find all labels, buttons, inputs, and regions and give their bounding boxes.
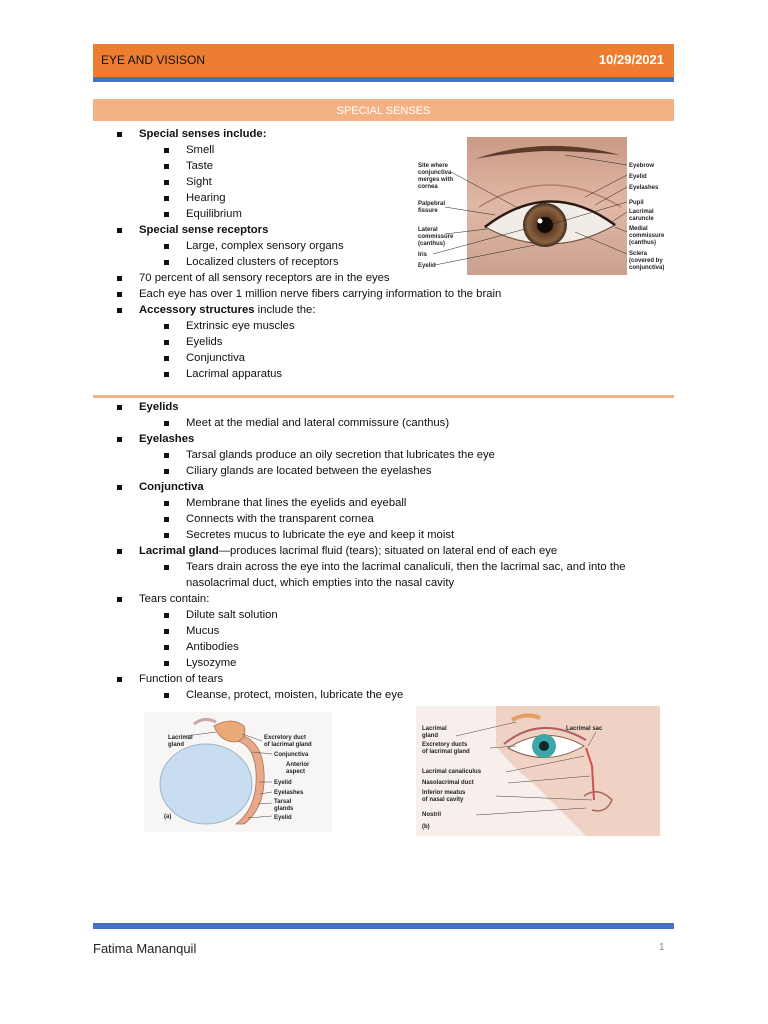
eye-figure-right-labels	[629, 163, 665, 271]
svg-text:(b): (b)	[422, 824, 430, 830]
svg-text:aspect: aspect	[286, 769, 306, 775]
author-name: Fatima Mananquil	[93, 941, 197, 956]
bullet-text: Localized clusters of receptors	[186, 256, 339, 268]
bullet-text: Tarsal glands produce an oily secretion that lubricates the eye	[186, 449, 495, 461]
bullet-text: Extrinsic eye muscles	[186, 320, 295, 332]
sub-bullet-item	[186, 465, 432, 478]
bullet-marker	[164, 469, 169, 474]
bullet-marker	[117, 292, 122, 297]
sub-bullet-item	[186, 240, 344, 253]
bullet-item	[139, 673, 223, 686]
bullet-marker	[164, 501, 169, 506]
bullet-text: Tears drain across the eye into the lacrimal canaliculi, then the lacrimal sac, and into the	[186, 561, 626, 573]
bullet-text: Special sense receptors	[139, 224, 269, 236]
bullet-marker	[117, 437, 122, 442]
svg-text:Lacrimal: Lacrimal	[629, 209, 654, 215]
svg-text:of lacrimal gland: of lacrimal gland	[264, 742, 312, 748]
header-bar	[93, 44, 674, 77]
svg-text:Conjunctiva: Conjunctiva	[274, 752, 309, 758]
bullet-marker	[164, 372, 169, 377]
svg-text:caruncle: caruncle	[629, 216, 654, 222]
bullet-marker	[117, 308, 122, 313]
bullet-text: Lacrimal apparatus	[186, 368, 283, 380]
svg-text:Medial: Medial	[629, 226, 648, 232]
bullet-text: Conjunctiva	[186, 352, 246, 364]
bullet-marker	[164, 340, 169, 345]
svg-text:cornea: cornea	[418, 184, 438, 190]
svg-text:Lateral: Lateral	[418, 227, 438, 233]
svg-text:Site where: Site where	[418, 163, 449, 169]
svg-text:(a): (a)	[164, 814, 172, 820]
bullet-text: Eyelashes	[139, 433, 195, 445]
sub-bullet-item	[186, 160, 213, 173]
bullet-text: Dilute salt solution	[186, 609, 278, 621]
bullet-item	[139, 224, 268, 237]
footer-rule	[93, 923, 674, 929]
svg-text:Excretory duct: Excretory duct	[264, 735, 307, 741]
header-rule	[93, 77, 674, 82]
sub-bullet-item	[186, 368, 282, 381]
bullet-item	[139, 545, 557, 558]
bullet-text: Special senses include:	[139, 128, 267, 140]
bullet-text: Meet at the medial and lateral commissure (canthus)	[186, 417, 450, 429]
svg-text:Nostril: Nostril	[422, 812, 442, 818]
bullet-text: Membrane that lines the eyelids and eyeball	[186, 497, 407, 509]
svg-text:Lacrimal sac: Lacrimal sac	[566, 726, 603, 732]
svg-text:Inferior meatus: Inferior meatus	[422, 790, 466, 796]
bullet-marker	[164, 421, 169, 426]
bullet-marker	[164, 629, 169, 634]
sub-bullet-item	[186, 577, 454, 590]
svg-text:(covered by: (covered by	[629, 258, 663, 264]
svg-text:glands: glands	[274, 806, 294, 812]
bullet-text: Equilibrium	[186, 208, 242, 220]
svg-text:Anterior: Anterior	[286, 762, 310, 768]
sub-bullet-item	[186, 561, 626, 574]
sub-bullet-item	[186, 625, 219, 638]
section-divider	[93, 395, 674, 398]
svg-text:Sclera: Sclera	[629, 251, 648, 257]
svg-text:Nasolacrimal duct: Nasolacrimal duct	[422, 780, 474, 786]
bullet-marker	[164, 180, 169, 185]
sub-bullet-item	[186, 689, 403, 702]
bullet-marker	[164, 148, 169, 153]
bullet-marker	[117, 132, 122, 137]
sub-bullet-item	[186, 352, 245, 365]
sub-bullet-item	[186, 256, 339, 269]
lacrimal-apparatus-frontal-illustration	[416, 706, 660, 836]
bullet-text: Taste	[186, 160, 214, 172]
sub-bullet-item	[186, 497, 406, 510]
svg-text:Eyelid: Eyelid	[629, 174, 647, 180]
svg-text:Lacrimal: Lacrimal	[168, 735, 193, 741]
sub-bullet-item	[186, 320, 295, 333]
svg-text:(canthus): (canthus)	[418, 241, 445, 247]
svg-text:Excretory ducts: Excretory ducts	[422, 742, 468, 748]
section-title: SPECIAL SENSES	[336, 105, 431, 117]
svg-text:commissure: commissure	[629, 233, 665, 239]
svg-text:of lacrimal gland: of lacrimal gland	[422, 749, 470, 755]
bullet-item	[139, 288, 501, 301]
lacrimal-gland-side-illustration	[144, 712, 332, 832]
eye-anatomy-illustration	[415, 137, 675, 275]
bullet-marker	[164, 517, 169, 522]
svg-text:Eyelashes: Eyelashes	[274, 790, 304, 796]
bullet-text: Lacrimal gland	[139, 545, 219, 557]
svg-text:Eyelid: Eyelid	[274, 780, 292, 786]
bullet-text: Cleanse, protect, moisten, lubricate the eye	[186, 689, 404, 701]
bullet-marker	[164, 260, 169, 265]
lacrimal-gland-figure-b	[416, 706, 660, 836]
page-number: 1	[659, 942, 665, 953]
bullet-text: —produces lacrimal fluid (tears); situated on lateral end of each eye	[218, 545, 558, 557]
bullet-text: Each eye has over 1 million nerve fibers carrying information to the brain	[139, 288, 502, 300]
svg-text:Eyelid: Eyelid	[418, 263, 436, 269]
sub-bullet-item	[186, 144, 214, 157]
bullet-text: Sight	[186, 176, 212, 188]
bullet-text: Mucus	[186, 625, 220, 637]
svg-text:Pupil: Pupil	[629, 200, 644, 206]
bullet-text: Accessory structures	[139, 304, 255, 316]
bullet-item	[139, 272, 390, 285]
bullet-marker	[117, 276, 122, 281]
bullet-text: Lysozyme	[186, 657, 237, 669]
bullet-item	[139, 593, 209, 606]
bullet-marker	[117, 677, 122, 682]
bullet-text: Eyelids	[186, 336, 223, 348]
sub-bullet-item	[186, 449, 495, 462]
bullet-marker	[164, 645, 169, 650]
sub-bullet-item	[186, 176, 212, 189]
sub-bullet-item	[186, 336, 222, 349]
bullet-item	[139, 433, 194, 446]
svg-text:merges with: merges with	[418, 177, 454, 183]
sub-bullet-item	[186, 641, 239, 654]
sub-bullet-item	[186, 609, 278, 622]
bullet-text: 70 percent of all sensory receptors are in the eyes	[139, 272, 390, 284]
bullet-marker	[164, 661, 169, 666]
svg-text:Eyelashes: Eyelashes	[629, 185, 659, 191]
bullet-text: Connects with the transparent cornea	[186, 513, 374, 525]
svg-text:conjunctiva: conjunctiva	[418, 170, 452, 176]
bullet-marker	[117, 597, 122, 602]
bullet-item	[139, 304, 315, 317]
bullet-item	[139, 128, 266, 141]
sub-bullet-item	[186, 657, 236, 670]
bullet-marker	[164, 212, 169, 217]
bullet-marker	[164, 693, 169, 698]
svg-text:Lacrimal canaliculus: Lacrimal canaliculus	[422, 769, 482, 775]
bullet-marker	[164, 356, 169, 361]
bullet-marker	[164, 164, 169, 169]
document-date: 10/29/2021	[598, 52, 664, 67]
bullet-text: Large, complex sensory organs	[186, 240, 344, 252]
bullet-text: nasolacrimal duct, which empties into the nasal cavity	[186, 577, 455, 589]
bullet-text: Ciliary glands are located between the eyelashes	[186, 465, 432, 477]
svg-text:Iris: Iris	[418, 252, 428, 258]
bullet-text: Eyelids	[139, 401, 179, 413]
bullet-text: Antibodies	[186, 641, 239, 653]
bullet-marker	[164, 244, 169, 249]
bullet-text: Tears contain:	[139, 593, 210, 605]
bullet-marker	[164, 196, 169, 201]
svg-text:Palpebral: Palpebral	[418, 201, 446, 207]
bullet-text: Smell	[186, 144, 215, 156]
bullet-marker	[117, 549, 122, 554]
svg-text:Eyelid: Eyelid	[274, 815, 292, 821]
bullet-marker	[164, 324, 169, 329]
bullet-text: Function of tears	[139, 673, 224, 685]
svg-text:Lacrimal: Lacrimal	[422, 726, 447, 732]
svg-text:Eyebrow: Eyebrow	[629, 163, 655, 169]
bullet-marker	[117, 405, 122, 410]
svg-text:fissure: fissure	[418, 208, 438, 214]
svg-text:(canthus): (canthus)	[629, 240, 656, 246]
section-bar	[93, 99, 674, 121]
bullet-marker	[117, 485, 122, 490]
sub-bullet-item	[186, 529, 454, 542]
lacrimal-gland-figure-a	[144, 712, 332, 832]
svg-text:gland: gland	[422, 733, 438, 739]
bullet-text: include the:	[254, 304, 316, 316]
sub-bullet-item	[186, 208, 242, 221]
bullet-text: Conjunctiva	[139, 481, 204, 493]
bullet-marker	[117, 228, 122, 233]
bullet-text: Hearing	[186, 192, 226, 204]
sub-bullet-item	[186, 192, 226, 205]
eye-anatomy-figure	[415, 137, 675, 275]
svg-text:gland: gland	[168, 742, 184, 748]
svg-text:Tarsal: Tarsal	[274, 799, 292, 805]
sub-bullet-item	[186, 417, 449, 430]
svg-text:conjunctiva): conjunctiva)	[629, 265, 665, 271]
bullet-marker	[164, 453, 169, 458]
svg-text:of nasal cavity: of nasal cavity	[422, 797, 464, 803]
sub-bullet-item	[186, 513, 374, 526]
svg-text:commissure: commissure	[418, 234, 454, 240]
bullet-item	[139, 401, 179, 414]
bullet-item	[139, 481, 204, 494]
bullet-marker	[164, 565, 169, 570]
bullet-marker	[164, 533, 169, 538]
document-title: EYE AND VISISON	[101, 53, 206, 67]
bullet-marker	[164, 613, 169, 618]
bullet-text: Secretes mucus to lubricate the eye and keep it moist	[186, 529, 455, 541]
